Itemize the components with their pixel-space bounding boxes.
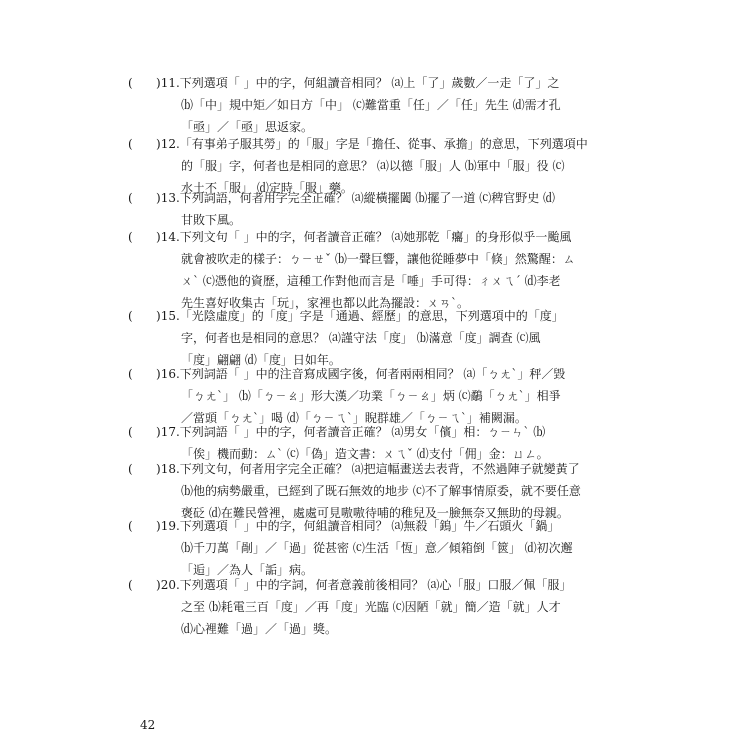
question-12: ( ) 12. 「有事弟子服其勞」的「服」字是「擔任、從事、承擔」的意思，下列選項中 的「服」字，何者也是相同的意思？ ⒜以德「服」人 ⒝軍中「服」役 ⒞ 水土不「服」 ⒟定時「服」藥。 [128, 133, 628, 199]
question-number: 11. [160, 76, 180, 90]
question-text: 「逅」／為人「詬」病。 [181, 563, 314, 577]
question-20: ( ) 20. 下列選項「 」中的字詞，何者意義前後相同？ ⒜心「服」口服／佩「服」 之至 ⒝耗電三百「度」／再「度」光臨 ⒞因陋「就」簡／造「就」人才 ⒟心裡難「過」／「過」獎。 [128, 574, 628, 640]
question-number: 12. [160, 137, 180, 151]
question-16: ( ) 16. 下列詞語「 」中的注音寫成國字後，何者兩兩相同？ ⒜「ㄅㄤˋ」秤／毀 「ㄅㄤˋ」 ⒝「ㄅㄧㄠ」形大漢／功業「ㄅㄧㄠ」炳 ⒞鷸「ㄅㄤˋ」相爭 ／當頭「ㄅㄤˋ」喝 ⒟「ㄅㄧㄟˋ」睨群雄／「ㄅㄧㄟˋ」補闕漏。 [128, 363, 628, 429]
question-text: 下列詞語「 」中的注音寫成國字後，何者兩兩相同？ ⒜「ㄅㄤˋ」秤／毀 [179, 367, 566, 381]
question-text: 先生喜好收集古「玩」，家裡也都以此為擺設：ㄨㄢˋ。 [181, 296, 470, 310]
question-17: ( ) 17. 下列詞語「 」中的字，何者讀音正確？ ⒜男女「儐」相：ㄅㄧㄣˋ ⒝ 「俟」機而動：ㄙˋ ⒞「偽」造文書：ㄨㄟˇ ⒟支付「佣」金：ㄩㄥ。 [128, 421, 628, 465]
question-11: ( ) 11. 下列選項「 」中的字，何組讀音相同？ ⒜上「了」歲數／一走「了」之 ⒝「中」規中矩／如日方「中」 ⒞難當重「任」／「任」先生 ⒟需才孔 「亟」／「亟」思返家。 [128, 72, 628, 138]
question-number: 14. [160, 230, 180, 244]
question-text: ／當頭「ㄅㄤˋ」喝 ⒟「ㄅㄧㄟˋ」睨群雄／「ㄅㄧㄟˋ」補闕漏。 [181, 411, 527, 425]
question-text: 下列詞語，何者用字完全正確？ ⒜縱橫擺闔 ⒝擺了一道 ⒞稗官野史 ⒟ [179, 191, 556, 205]
question-number: 19. [160, 519, 180, 533]
question-text: 水土不「服」 ⒟定時「服」藥。 [181, 181, 353, 195]
question-text: 的「服」字，何者也是相同的意思？ ⒜以德「服」人 ⒝軍中「服」役 ⒞ [181, 159, 565, 173]
question-number: 15. [160, 309, 180, 323]
question-text: 就會被吹走的樣子：ㄅㄧㄝˇ ⒝一聲巨響，讓他從睡夢中「倏」然驚醒：ㄙ [181, 252, 575, 266]
question-text: 下列文句「 」中的字，何者讀音正確？ ⒜她那乾「癟」的身形似乎一颱風 [179, 230, 572, 244]
question-text: 之至 ⒝耗電三百「度」／再「度」光臨 ⒞因陋「就」簡／造「就」人才 [181, 600, 561, 614]
question-18: ( ) 18. 下列文句，何者用字完全正確？ ⒜把這幅畫送去表背，不然過陣子就變黃了 ⒝他的病勢嚴重，已經到了既石無效的地步 ⒞不了解事情原委，就不要任意 褒砭 ⒟在難民營裡，處處可見嗷嗷待哺的稚兒及一臉無奈又無助的母親。 [128, 458, 628, 524]
question-number: 13. [160, 191, 180, 205]
question-text: 「光陰虛度」的「度」字是「通過、經歷」的意思，下列選項中的「度」 [179, 309, 564, 323]
question-number: 17. [160, 425, 180, 439]
question-text: 「亟」／「亟」思返家。 [181, 120, 314, 134]
question-number: 20. [160, 578, 180, 592]
question-text: ⒝「中」規中矩／如日方「中」 ⒞難當重「任」／「任」先生 ⒟需才孔 [181, 98, 561, 112]
question-text: ⒟心裡難「過」／「過」獎。 [181, 622, 338, 636]
question-text: 下列詞語「 」中的字，何者讀音正確？ ⒜男女「儐」相：ㄅㄧㄣˋ ⒝ [179, 425, 546, 439]
question-19: ( ) 19. 下列選項「 」中的字，何組讀音相同？ ⒜無殺「鎢」牛／石頭火「鍋」 ⒝千刀萬「剮」／「過」從甚密 ⒞生活「恆」意／傾箱倒「篋」 ⒟初次邂 「逅」／為人「詬」病。 [128, 515, 628, 581]
question-text: 字，何者也是相同的意思？ ⒜謹守法「度」 ⒝滿意「度」調查 ⒞風 [181, 331, 541, 345]
page-number: 42 [140, 718, 156, 732]
question-text: 「ㄅㄤˋ」 ⒝「ㄅㄧㄠ」形大漢／功業「ㄅㄧㄠ」炳 ⒞鷸「ㄅㄤˋ」相爭 [181, 389, 561, 403]
question-14: ( ) 14. 下列文句「 」中的字，何者讀音正確？ ⒜她那乾「癟」的身形似乎一颱風 就會被吹走的樣子：ㄅㄧㄝˇ ⒝一聲巨響，讓他從睡夢中「倏」然驚醒：ㄙ ㄨˋ ⒞憑他的資歷，這種工作對他而言是「唾」手可得：ㄔㄨㄟˊ ⒟李老 先生喜好收集古「玩」，家裡也都以此為擺設：ㄨㄢˋ。 [128, 226, 628, 314]
question-text: ㄨˋ ⒞憑他的資歷，這種工作對他而言是「唾」手可得：ㄔㄨㄟˊ ⒟李老 [181, 274, 561, 288]
question-text: 下列選項「 」中的字，何組讀音相同？ ⒜無殺「鎢」牛／石頭火「鍋」 [179, 519, 560, 533]
question-text: 甘敗下風。 [181, 213, 242, 227]
question-text: 「俟」機而動：ㄙˋ ⒞「偽」造文書：ㄨㄟˇ ⒟支付「佣」金：ㄩㄥ。 [181, 447, 549, 461]
question-13: ( ) 13. 下列詞語，何者用字完全正確？ ⒜縱橫擺闔 ⒝擺了一道 ⒞稗官野史 ⒟ 甘敗下風。 [128, 187, 628, 231]
question-number: 18. [160, 462, 180, 476]
question-text: 下列選項「 」中的字，何組讀音相同？ ⒜上「了」歲數／一走「了」之 [179, 76, 560, 90]
question-text: 下列選項「 」中的字詞，何者意義前後相同？ ⒜心「服」口服／佩「服」 [179, 578, 572, 592]
question-number: 16. [160, 367, 180, 381]
question-text: 「有事弟子服其勞」的「服」字是「擔任、從事、承擔」的意思，下列選項中 [179, 137, 588, 151]
question-text: 下列文句，何者用字完全正確？ ⒜把這幅畫送去表背，不然過陣子就變黃了 [179, 462, 580, 476]
question-text: ⒝他的病勢嚴重，已經到了既石無效的地步 ⒞不了解事情原委，就不要任意 [181, 484, 581, 498]
question-text: 褒砭 ⒟在難民營裡，處處可見嗷嗷待哺的稚兒及一臉無奈又無助的母親。 [181, 506, 569, 520]
question-15: ( ) 15. 「光陰虛度」的「度」字是「通過、經歷」的意思，下列選項中的「度」 字，何者也是相同的意思？ ⒜謹守法「度」 ⒝滿意「度」調查 ⒞風 「度」翩翩 ⒟「度」日如年。 [128, 305, 628, 371]
question-text: ⒝千刀萬「剮」／「過」從甚密 ⒞生活「恆」意／傾箱倒「篋」 ⒟初次邂 [181, 541, 573, 555]
question-text: 「度」翩翩 ⒟「度」日如年。 [181, 353, 341, 367]
